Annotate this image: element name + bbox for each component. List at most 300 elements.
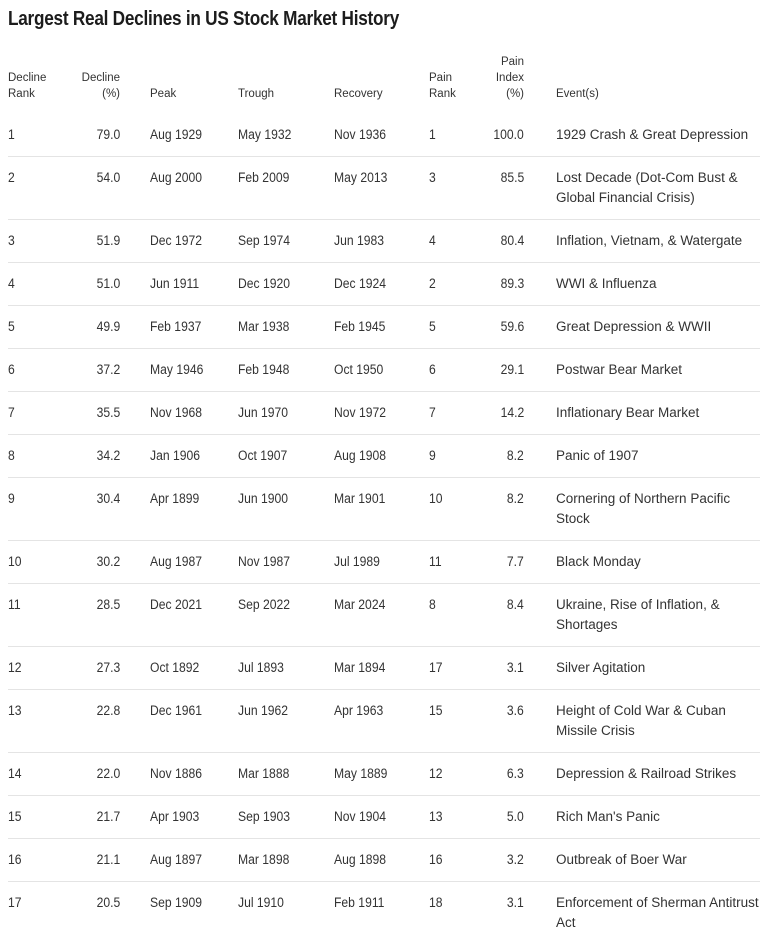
table-row — [8, 541, 760, 584]
cell-peak-text: Jun 1911 — [150, 274, 199, 294]
header-peak: Peak — [150, 54, 238, 114]
cell-events — [556, 647, 760, 690]
cell-decline-pct-text: 30.4 — [96, 489, 120, 509]
cell-decline-pct — [70, 647, 120, 690]
table-row — [8, 796, 760, 839]
cell-spacer-2 — [524, 753, 556, 796]
cell-decline-pct — [70, 690, 120, 753]
cell-decline-rank — [8, 263, 70, 306]
header-decline-rank — [8, 54, 70, 114]
cell-pain-index-text: 3.2 — [507, 850, 524, 870]
cell-trough-text: Mar 1898 — [238, 850, 289, 870]
cell-pain-index — [479, 114, 524, 157]
table-row — [8, 839, 760, 882]
cell-events-text: Lost Decade (Dot-Com Bust & Global Financial Crisis) — [556, 170, 738, 205]
table-row — [8, 263, 760, 306]
cell-pain-rank — [429, 796, 479, 839]
cell-peak — [150, 882, 238, 944]
cell-decline-rank — [8, 796, 70, 839]
cell-pain-rank — [429, 392, 479, 435]
cell-decline-pct-text: 37.2 — [96, 360, 120, 380]
cell-spacer-2 — [524, 306, 556, 349]
cell-decline-pct-text: 21.1 — [96, 850, 120, 870]
cell-pain-rank-text: 18 — [429, 893, 443, 913]
cell-decline-rank-text: 1 — [8, 125, 15, 145]
cell-decline-rank — [8, 753, 70, 796]
cell-spacer-1 — [120, 306, 150, 349]
cell-peak — [150, 647, 238, 690]
cell-events — [556, 114, 760, 157]
cell-trough-text: Sep 1974 — [238, 231, 290, 251]
cell-trough — [238, 882, 334, 944]
cell-decline-rank-text: 6 — [8, 360, 15, 380]
cell-events-text: Cornering of Northern Pacific Stock — [556, 491, 730, 526]
cell-pain-rank — [429, 690, 479, 753]
cell-spacer-2 — [524, 392, 556, 435]
cell-pain-rank-text: 7 — [429, 403, 436, 423]
cell-spacer-1 — [120, 753, 150, 796]
cell-pain-rank — [429, 882, 479, 944]
cell-spacer-1 — [120, 392, 150, 435]
table-row — [8, 690, 760, 753]
cell-recovery-text: Jul 1989 — [334, 552, 380, 572]
cell-pain-rank — [429, 647, 479, 690]
cell-spacer-2 — [524, 435, 556, 478]
cell-decline-rank-text: 15 — [8, 807, 22, 827]
cell-pain-index-text: 3.6 — [507, 701, 524, 721]
cell-spacer-1 — [120, 839, 150, 882]
cell-pain-index-text: 8.4 — [507, 595, 524, 615]
cell-trough-text: Feb 2009 — [238, 168, 289, 188]
cell-recovery — [334, 796, 429, 839]
cell-recovery-text: Mar 2024 — [334, 595, 385, 615]
cell-events — [556, 220, 760, 263]
cell-pain-index — [479, 584, 524, 647]
cell-pain-index-text: 59.6 — [500, 317, 524, 337]
cell-decline-pct-text: 79.0 — [96, 125, 120, 145]
cell-peak — [150, 392, 238, 435]
cell-trough — [238, 263, 334, 306]
cell-spacer-1 — [120, 541, 150, 584]
cell-decline-pct-text: 35.5 — [96, 403, 120, 423]
cell-events — [556, 541, 760, 584]
cell-pain-index-text: 8.2 — [507, 489, 524, 509]
cell-trough — [238, 690, 334, 753]
cell-pain-rank-text: 5 — [429, 317, 436, 337]
cell-recovery — [334, 753, 429, 796]
cell-spacer-1 — [120, 349, 150, 392]
cell-peak-text: Apr 1903 — [150, 807, 199, 827]
cell-events-text: Inflation, Vietnam, & Watergate — [556, 233, 742, 248]
cell-recovery-text: Mar 1894 — [334, 658, 385, 678]
cell-spacer-1 — [120, 114, 150, 157]
cell-events — [556, 392, 760, 435]
cell-trough — [238, 114, 334, 157]
cell-spacer-1 — [120, 220, 150, 263]
cell-pain-rank-text: 1 — [429, 125, 436, 145]
cell-trough — [238, 584, 334, 647]
cell-spacer-2 — [524, 584, 556, 647]
cell-pain-rank-text: 16 — [429, 850, 443, 870]
cell-peak-text: Apr 1899 — [150, 489, 199, 509]
cell-decline-pct-text: 51.0 — [96, 274, 120, 294]
cell-decline-rank-text: 16 — [8, 850, 22, 870]
cell-trough-text: Sep 2022 — [238, 595, 290, 615]
cell-decline-rank — [8, 114, 70, 157]
cell-events-text: Black Monday — [556, 554, 641, 569]
table-row — [8, 349, 760, 392]
cell-recovery-text: Mar 1901 — [334, 489, 385, 509]
cell-events — [556, 882, 760, 944]
cell-spacer-2 — [524, 882, 556, 944]
cell-decline-pct — [70, 114, 120, 157]
cell-spacer-1 — [120, 882, 150, 944]
cell-trough-text: Sep 1903 — [238, 807, 290, 827]
cell-decline-pct — [70, 882, 120, 944]
cell-trough — [238, 796, 334, 839]
cell-peak — [150, 541, 238, 584]
cell-decline-pct-text: 22.0 — [96, 764, 120, 784]
cell-recovery — [334, 435, 429, 478]
cell-peak-text: Dec 2021 — [150, 595, 202, 615]
cell-decline-pct-text: 54.0 — [96, 168, 120, 188]
cell-trough — [238, 157, 334, 220]
cell-events-text: Enforcement of Sherman Antitrust Act — [556, 895, 759, 930]
header-spacer-1 — [120, 54, 150, 114]
cell-spacer-1 — [120, 690, 150, 753]
cell-pain-index-text: 3.1 — [507, 658, 524, 678]
cell-decline-rank — [8, 839, 70, 882]
cell-peak — [150, 220, 238, 263]
cell-decline-rank — [8, 349, 70, 392]
declines-table — [8, 54, 760, 944]
cell-decline-pct-text: 27.3 — [96, 658, 120, 678]
cell-decline-pct — [70, 584, 120, 647]
cell-decline-pct-text: 22.8 — [96, 701, 120, 721]
cell-pain-rank — [429, 753, 479, 796]
header-pain-rank-text: Pain Rank — [429, 70, 459, 102]
cell-pain-rank — [429, 349, 479, 392]
cell-decline-pct — [70, 306, 120, 349]
cell-recovery — [334, 263, 429, 306]
cell-events-text: Great Depression & WWII — [556, 319, 711, 334]
cell-decline-pct — [70, 349, 120, 392]
cell-trough-text: Mar 1938 — [238, 317, 289, 337]
cell-decline-pct — [70, 263, 120, 306]
cell-spacer-2 — [524, 541, 556, 584]
cell-decline-rank — [8, 541, 70, 584]
cell-peak-text: Nov 1886 — [150, 764, 202, 784]
cell-pain-rank-text: 4 — [429, 231, 436, 251]
cell-pain-rank-text: 15 — [429, 701, 443, 721]
cell-recovery-text: Feb 1911 — [334, 893, 384, 913]
cell-peak-text: Dec 1972 — [150, 231, 202, 251]
cell-trough — [238, 839, 334, 882]
cell-peak-text: May 1946 — [150, 360, 203, 380]
cell-pain-index — [479, 753, 524, 796]
cell-peak-text: Jan 1906 — [150, 446, 200, 466]
cell-events-text: Height of Cold War & Cuban Missile Crisis — [556, 703, 726, 738]
table-row — [8, 882, 760, 944]
cell-peak — [150, 349, 238, 392]
cell-recovery — [334, 349, 429, 392]
table-row — [8, 647, 760, 690]
cell-peak — [150, 584, 238, 647]
cell-decline-rank — [8, 220, 70, 263]
cell-pain-index-text: 80.4 — [500, 231, 524, 251]
cell-peak — [150, 690, 238, 753]
cell-events — [556, 796, 760, 839]
cell-recovery — [334, 306, 429, 349]
cell-decline-pct-text: 28.5 — [96, 595, 120, 615]
cell-spacer-1 — [120, 647, 150, 690]
header-trough: Trough — [238, 54, 334, 114]
cell-events — [556, 690, 760, 753]
cell-decline-pct — [70, 541, 120, 584]
cell-trough-text: Oct 1907 — [238, 446, 287, 466]
cell-events — [556, 839, 760, 882]
cell-pain-rank — [429, 478, 479, 541]
cell-pain-index-text: 85.5 — [500, 168, 524, 188]
cell-decline-rank-text: 12 — [8, 658, 22, 678]
cell-recovery-text: Nov 1972 — [334, 403, 386, 423]
cell-events — [556, 753, 760, 796]
table-row — [8, 753, 760, 796]
cell-trough — [238, 753, 334, 796]
cell-recovery — [334, 839, 429, 882]
cell-decline-pct — [70, 220, 120, 263]
header-decline-pct — [70, 54, 120, 114]
cell-recovery-text: Feb 1945 — [334, 317, 385, 337]
cell-pain-index — [479, 220, 524, 263]
cell-decline-pct-text: 49.9 — [96, 317, 120, 337]
cell-pain-rank — [429, 220, 479, 263]
cell-pain-index — [479, 882, 524, 944]
header-decline-rank-text: Decline Rank — [8, 70, 52, 102]
cell-decline-pct-text: 51.9 — [96, 231, 120, 251]
table-row — [8, 114, 760, 157]
header-decline-pct-text: Decline (%) — [78, 70, 120, 102]
cell-peak-text: Dec 1961 — [150, 701, 202, 721]
cell-recovery — [334, 478, 429, 541]
cell-spacer-1 — [120, 435, 150, 478]
cell-pain-index — [479, 541, 524, 584]
cell-spacer-2 — [524, 796, 556, 839]
cell-trough-text: May 1932 — [238, 125, 291, 145]
cell-decline-rank-text: 11 — [8, 595, 21, 615]
cell-decline-pct — [70, 478, 120, 541]
cell-recovery — [334, 114, 429, 157]
cell-pain-rank-text: 10 — [429, 489, 443, 509]
header-events: Event(s) — [556, 54, 760, 114]
cell-events-text: 1929 Crash & Great Depression — [556, 127, 748, 142]
cell-pain-rank-text: 3 — [429, 168, 436, 188]
cell-pain-rank — [429, 263, 479, 306]
cell-peak — [150, 435, 238, 478]
cell-spacer-2 — [524, 349, 556, 392]
cell-events-text: Outbreak of Boer War — [556, 852, 687, 867]
cell-events-text: Ukraine, Rise of Inflation, & Shortages — [556, 597, 720, 632]
cell-trough — [238, 306, 334, 349]
cell-events-text: Depression & Railroad Strikes — [556, 766, 736, 781]
cell-decline-rank-text: 14 — [8, 764, 22, 784]
header-pain-index-text: Pain Index (%) — [490, 54, 524, 102]
cell-decline-pct — [70, 157, 120, 220]
cell-trough-text: Jun 1962 — [238, 701, 288, 721]
cell-recovery — [334, 541, 429, 584]
cell-decline-pct — [70, 839, 120, 882]
table-row — [8, 478, 760, 541]
cell-pain-index — [479, 690, 524, 753]
cell-pain-index-text: 89.3 — [500, 274, 524, 294]
table-row — [8, 306, 760, 349]
cell-decline-pct — [70, 392, 120, 435]
cell-pain-rank-text: 11 — [429, 552, 442, 572]
cell-decline-rank-text: 7 — [8, 403, 15, 423]
cell-trough — [238, 435, 334, 478]
cell-pain-index — [479, 647, 524, 690]
cell-decline-pct-text: 30.2 — [96, 552, 120, 572]
cell-decline-pct-text: 34.2 — [96, 446, 120, 466]
cell-pain-index — [479, 263, 524, 306]
cell-peak — [150, 306, 238, 349]
cell-decline-rank — [8, 584, 70, 647]
cell-recovery — [334, 584, 429, 647]
cell-recovery-text: Nov 1904 — [334, 807, 386, 827]
cell-pain-index-text: 100.0 — [494, 125, 524, 145]
cell-pain-index-text: 3.1 — [507, 893, 524, 913]
cell-peak — [150, 753, 238, 796]
cell-pain-index-text: 14.2 — [500, 403, 524, 423]
cell-pain-rank-text: 13 — [429, 807, 443, 827]
cell-pain-index — [479, 796, 524, 839]
cell-recovery-text: Aug 1898 — [334, 850, 386, 870]
table-row — [8, 392, 760, 435]
cell-events — [556, 263, 760, 306]
cell-recovery — [334, 392, 429, 435]
table-row — [8, 584, 760, 647]
cell-trough-text: Jun 1900 — [238, 489, 288, 509]
cell-peak-text: Aug 1987 — [150, 552, 202, 572]
cell-spacer-2 — [524, 690, 556, 753]
cell-pain-index-text: 6.3 — [507, 764, 524, 784]
cell-recovery-text: Oct 1950 — [334, 360, 383, 380]
cell-recovery — [334, 647, 429, 690]
cell-peak-text: Nov 1968 — [150, 403, 202, 423]
cell-spacer-2 — [524, 263, 556, 306]
cell-decline-rank-text: 2 — [8, 168, 15, 188]
cell-trough-text: Jul 1893 — [238, 658, 284, 678]
cell-events — [556, 349, 760, 392]
header-pain-index — [479, 54, 524, 114]
cell-peak-text: Oct 1892 — [150, 658, 199, 678]
cell-trough-text: Dec 1920 — [238, 274, 290, 294]
cell-peak-text: Sep 1909 — [150, 893, 202, 913]
cell-pain-index-text: 5.0 — [507, 807, 524, 827]
cell-recovery — [334, 220, 429, 263]
cell-pain-index — [479, 157, 524, 220]
cell-recovery-text: May 2013 — [334, 168, 387, 188]
cell-decline-pct — [70, 796, 120, 839]
cell-pain-rank — [429, 839, 479, 882]
cell-spacer-2 — [524, 839, 556, 882]
cell-decline-rank — [8, 647, 70, 690]
cell-events — [556, 157, 760, 220]
cell-peak-text: Aug 1929 — [150, 125, 202, 145]
table-row — [8, 220, 760, 263]
cell-trough — [238, 220, 334, 263]
cell-decline-pct-text: 21.7 — [96, 807, 120, 827]
cell-spacer-2 — [524, 220, 556, 263]
cell-trough — [238, 392, 334, 435]
cell-recovery — [334, 690, 429, 753]
cell-decline-rank-text: 17 — [8, 893, 22, 913]
table-row — [8, 435, 760, 478]
cell-pain-rank — [429, 435, 479, 478]
cell-decline-rank-text: 10 — [8, 552, 22, 572]
cell-recovery-text: Nov 1936 — [334, 125, 386, 145]
cell-spacer-2 — [524, 157, 556, 220]
cell-peak-text: Aug 2000 — [150, 168, 202, 188]
cell-peak-text: Aug 1897 — [150, 850, 202, 870]
cell-spacer-1 — [120, 263, 150, 306]
cell-decline-pct-text: 20.5 — [96, 893, 120, 913]
cell-trough — [238, 541, 334, 584]
cell-recovery-text: Jun 1983 — [334, 231, 384, 251]
cell-peak — [150, 157, 238, 220]
cell-decline-rank — [8, 306, 70, 349]
cell-decline-rank-text: 13 — [8, 701, 22, 721]
cell-recovery-text: Dec 1924 — [334, 274, 386, 294]
cell-pain-rank — [429, 541, 479, 584]
cell-peak — [150, 114, 238, 157]
cell-pain-rank-text: 9 — [429, 446, 436, 466]
cell-pain-index — [479, 478, 524, 541]
cell-peak — [150, 796, 238, 839]
cell-pain-index — [479, 392, 524, 435]
cell-trough-text: Jun 1970 — [238, 403, 288, 423]
cell-recovery — [334, 882, 429, 944]
cell-spacer-1 — [120, 796, 150, 839]
cell-recovery — [334, 157, 429, 220]
header-pain-rank — [429, 54, 479, 114]
cell-peak — [150, 839, 238, 882]
cell-pain-index — [479, 306, 524, 349]
cell-decline-pct — [70, 435, 120, 478]
table-title: Largest Real Declines in US Stock Market History — [8, 6, 657, 32]
cell-recovery-text: Apr 1963 — [334, 701, 383, 721]
cell-spacer-2 — [524, 647, 556, 690]
cell-decline-rank-text: 8 — [8, 446, 15, 466]
cell-decline-rank — [8, 157, 70, 220]
cell-events — [556, 478, 760, 541]
cell-events — [556, 306, 760, 349]
cell-pain-rank — [429, 114, 479, 157]
cell-peak-text: Feb 1937 — [150, 317, 201, 337]
cell-peak — [150, 478, 238, 541]
cell-decline-rank — [8, 435, 70, 478]
cell-events-text: Postwar Bear Market — [556, 362, 682, 377]
cell-events-text: Inflationary Bear Market — [556, 405, 699, 420]
cell-spacer-2 — [524, 478, 556, 541]
cell-spacer-1 — [120, 584, 150, 647]
cell-recovery-text: Aug 1908 — [334, 446, 386, 466]
cell-pain-rank-text: 6 — [429, 360, 436, 380]
cell-events — [556, 435, 760, 478]
cell-trough-text: Feb 1948 — [238, 360, 289, 380]
cell-decline-rank-text: 5 — [8, 317, 15, 337]
cell-decline-rank — [8, 392, 70, 435]
